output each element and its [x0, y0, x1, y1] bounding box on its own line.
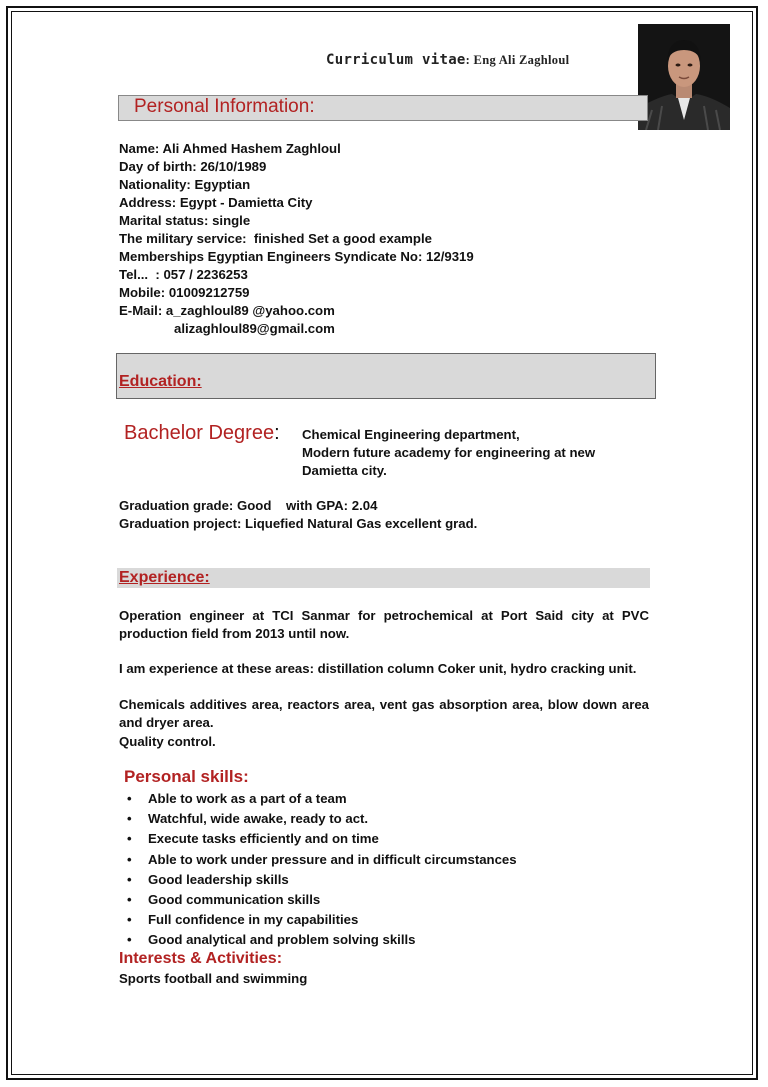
degree-label-text: Bachelor Degree: [124, 422, 275, 444]
email-line: E-Mail: a_zaghloul89 @yahoo.com: [119, 303, 335, 318]
graduation-project: Graduation project: Liquefied Natural Gas excellent grad.: [119, 516, 478, 531]
education-heading: Education:: [119, 373, 202, 390]
list-item: • Good analytical and problem solving skills: [119, 930, 517, 950]
mobile-line: Mobile: 01009212759: [119, 285, 250, 300]
degree-label: [124, 422, 280, 445]
address-line: Address: Egypt - Damietta City: [119, 195, 313, 210]
bullet-icon: •: [127, 791, 132, 806]
bullet-icon: •: [127, 892, 132, 908]
experience-para-1: Operation engineer at TCI Sanmar for petrochemical at Port Said city at PVC production field from 2013 until now.: [119, 608, 649, 641]
degree-details: [302, 426, 662, 480]
personal-info-list: [119, 140, 474, 338]
skills-list: [119, 789, 517, 951]
list-item: • Full confidence in my capabilities: [119, 910, 517, 930]
name-line: Name: Ali Ahmed Hashem Zaghloul: [119, 141, 341, 156]
degree-line-3: Damietta city.: [302, 463, 387, 478]
bullet-icon: •: [127, 871, 132, 887]
portrait-image: [638, 24, 730, 130]
birth-line: Day of birth: 26/10/1989: [119, 159, 267, 174]
military-line: The military service: finished Set a good example: [119, 231, 432, 246]
personal-info-heading: Personal Information:: [134, 96, 315, 117]
cv-title-sub: : Eng Ali Zaghloul: [465, 53, 570, 67]
cv-title-main: Curriculum vitae: [326, 52, 466, 68]
profile-photo: [638, 24, 730, 130]
list-item: • Able to work as a part of a team: [119, 789, 517, 809]
graduation-grade: Graduation grade: Good with GPA: 2.04: [119, 498, 378, 513]
experience-para-2: I am experience at these areas: distillation column Coker unit, hydro cracking unit.: [119, 661, 637, 676]
list-item: • Good leadership skills: [119, 870, 517, 890]
experience-para-3: Chemicals additives area, reactors area, vent gas absorption area, blow down area and dryer area.: [119, 697, 649, 730]
list-item: • Execute tasks efficiently and on time: [119, 829, 517, 849]
membership-line: Memberships Egyptian Engineers Syndicate No: 12/9319: [119, 249, 474, 264]
experience-heading: Experience:: [119, 569, 210, 586]
cv-title: [326, 52, 569, 69]
degree-line-1: Chemical Engineering department,: [302, 427, 520, 442]
skills-heading: Personal skills:: [124, 767, 249, 786]
bullet-icon: •: [127, 831, 132, 847]
list-item: • Watchful, wide awake, ready to act.: [119, 809, 517, 829]
marital-line: Marital status: single: [119, 213, 251, 228]
degree-line-2: Modern future academy for engineering at new: [302, 445, 596, 460]
bullet-icon: •: [127, 811, 132, 827]
bullet-icon: •: [127, 851, 132, 867]
interests-text: Sports football and swimming: [119, 971, 308, 986]
degree-colon: :: [274, 422, 280, 444]
list-item: • Good communication skills: [119, 890, 517, 910]
interests-heading: Interests & Activities:: [119, 950, 283, 967]
bullet-icon: •: [127, 932, 132, 948]
bullet-icon: •: [127, 912, 132, 928]
tel-line: Tel... : 057 / 2236253: [119, 267, 248, 282]
email-line-2: alizaghloul89@gmail.com: [174, 321, 335, 336]
nationality-line: Nationality: Egyptian: [119, 177, 251, 192]
list-item: • Able to work under pressure and in difficult circumstances: [119, 850, 517, 870]
experience-para-4: Quality control.: [119, 734, 216, 749]
